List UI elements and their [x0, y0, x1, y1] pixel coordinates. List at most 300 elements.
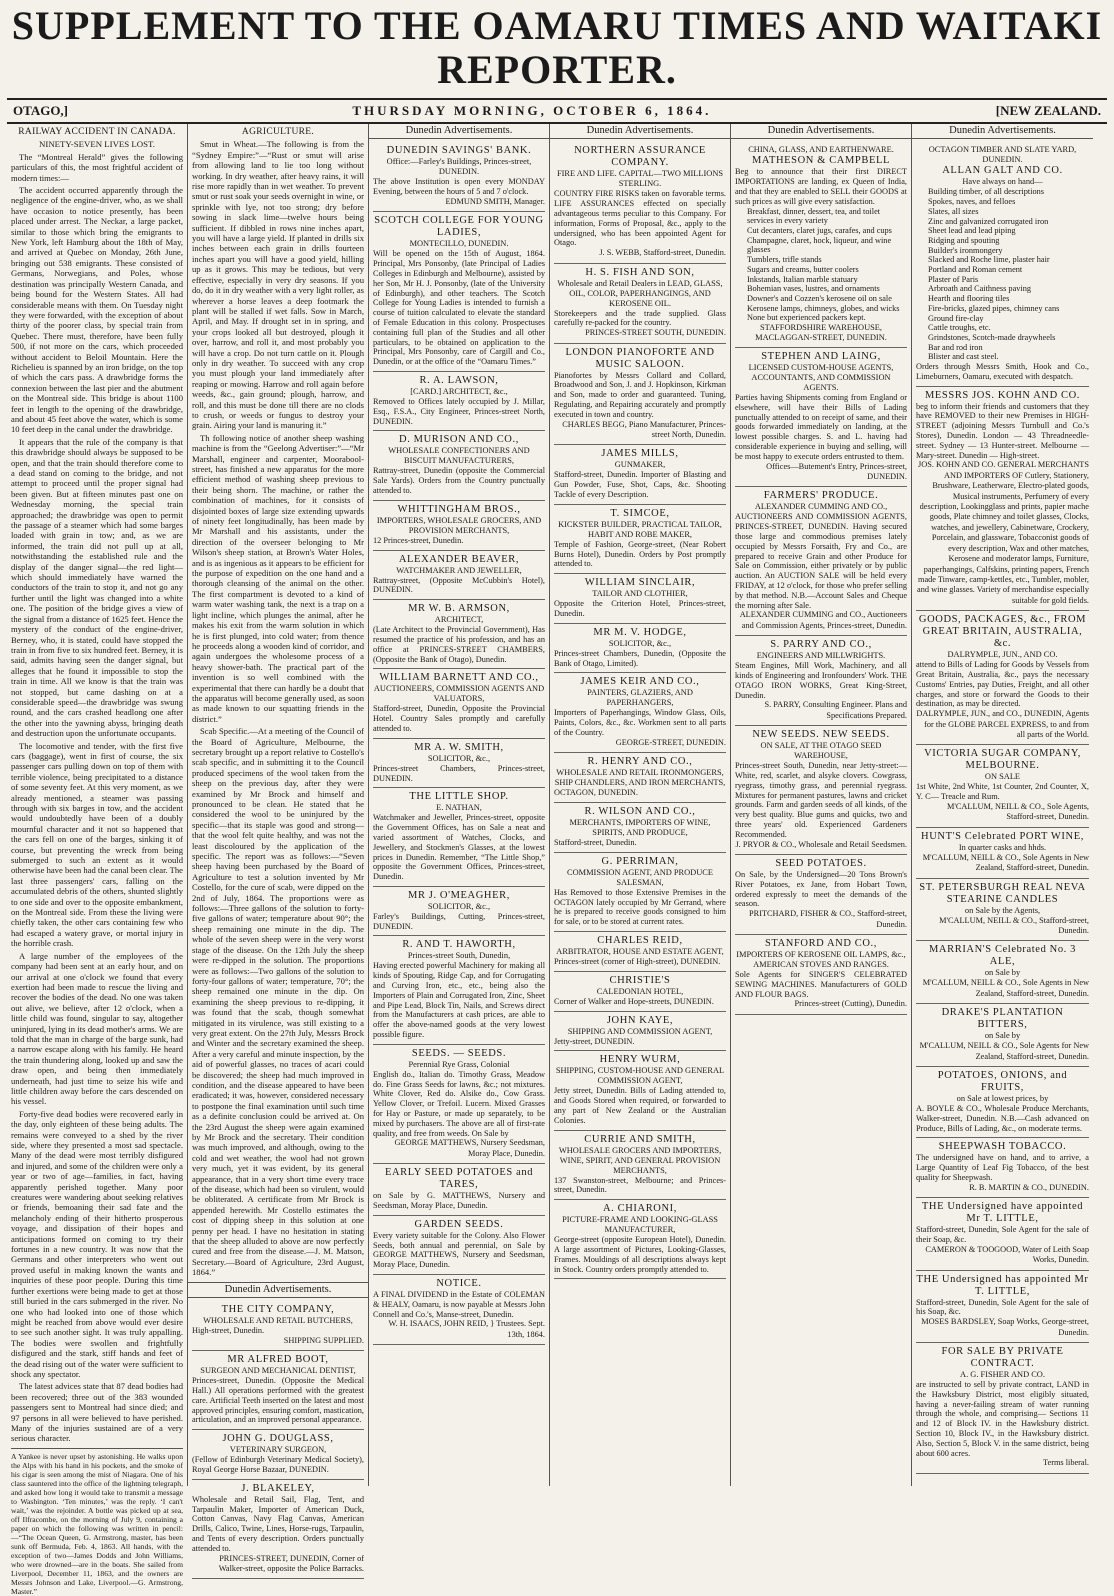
- advertisement: [554, 574, 726, 624]
- list-item: Cattle troughs, etc.: [928, 323, 991, 333]
- ad-body: 1st White, 2nd White, 1st Counter, 2nd Counter, X, Y. C— Treacle and Rum.: [916, 782, 1089, 802]
- ad-body: Beg to announce that their first DIRECT IMPORTATIONS are landing, ex Queen of India, and that they are enabled to SELL their GOODS at such prices as will give every satisfaction.: [735, 167, 907, 206]
- ad-signature: DALRYMPLE, JUN., and CO., DUNEDIN, Agents for the GLOBE PARCEL EXPRESS, to and from all parts of the World.: [916, 709, 1089, 739]
- dateline-bar: [7, 98, 1107, 124]
- advertisement: [554, 673, 726, 753]
- advertisement: [373, 1216, 545, 1275]
- list-item: Plaster of Paris: [928, 274, 979, 284]
- ad-title: VICTORIA SUGAR COMPANY, MELBOURNE.: [924, 748, 1081, 772]
- ad-title: SEEDS. — SEEDS.: [411, 1047, 507, 1059]
- ad-body: (Late Architect to the Provincial Government), Has resumed the practice of his profession, and has an office at PRINCES-STREET CHAMBERS, (Opposite the Bank of Otago), Dunedin.: [373, 625, 545, 664]
- ad-subtitle: WHOLESALE CONFECTIONERS AND BISCUIT MANUFACTURERS,: [388, 446, 530, 466]
- ad-title: GARDEN SEEDS.: [414, 1218, 504, 1230]
- ad-body: Opposite the Criterion Hotel, Princes-street, Dunedin.: [554, 599, 726, 618]
- ad-signature: Terms liberal.: [1043, 1458, 1089, 1468]
- list-item: Spokes, naves, and felloes: [928, 197, 1016, 207]
- ad-subtitle: PAINTERS, GLAZIERS, AND PAPERHANGERS,: [587, 688, 693, 708]
- ad-body: English do., Italian do. Timothy Grass, Meadow do. Fine Grass Seeds for lawns, &c.; not mixtures. White Clover, Red do. Alsike do., Cow Grass. Yellow Clover, or Trefoil. Lucern. Mixed Grasses for Hay or Pasture, or made up separately, to be mixed by purchasers. The above are all of first-rate quality, and free from weeds. On Sale by: [373, 1069, 545, 1138]
- ads-header: Dunedin Advertisements.: [912, 126, 1093, 139]
- paragraph: A large number of the employees of the company had been sent at an early hour, and on our arrival at one o'clock we found that every exertion had been made to rescue the living and recover the bodies of the dead. No one was taken out alive, we believe, after 12 o'clock, when a little child was found, singular to say, altogether uninjured, lying in its dead mother's arms. We are told that the man in charge of the barge sunk, had a narrow escape along with his family. He heard the train thundering along, looked up and saw the draw open, and being then immediately underneath, had just time to seize his wife and little children away before the cars descended on his vessel.: [11, 950, 183, 1107]
- list-item: Downer's and Cozzen's kerosene oil on sale: [747, 293, 892, 303]
- list-item: Tumblers, trifle stands: [747, 255, 822, 265]
- advertisement: [554, 445, 726, 504]
- article-subtitle: NINETY-SEVEN LIVES LOST.: [39, 139, 155, 150]
- paragraph: The “Montreal Herald” gives the following particulars of this, the most frightful accident of modern times:—: [11, 151, 183, 183]
- ad-body: Jetty street, Dunedin. Bills of Lading attended to, and Goods Stored when required, or forwarded to any part of New Zealand or the Australian Colonies.: [554, 1086, 726, 1125]
- ad-body: Temple of Fashion, George-street, (Near Robert Burns Hotel), Dunedin. Orders by Post promptly attended to.: [554, 539, 726, 569]
- column-ads-3: [369, 124, 550, 1486]
- ad-subtitle: Office:—Farley's Buildings, Princes-street, DUNEDIN.: [386, 157, 532, 177]
- ad-title: DRAKE'S PLANTATION BITTERS,: [941, 1007, 1064, 1031]
- ad-title: R. WILSON AND CO.,: [584, 805, 696, 817]
- ad-title: MESSRS JOS. KOHN AND CO.: [924, 389, 1081, 401]
- ad-title: DUNEDIN SAVINGS' BANK.: [386, 145, 532, 157]
- advertisement: [916, 1138, 1089, 1198]
- advertisement: [554, 972, 726, 1012]
- paragraph: The latest advices state that 87 dead bodies had been recovered; three out of the 383 wounded passengers sent to Montreal had since died; and 97 persons in all were believed to have perished. Many of the injuries sustained are of a very serious character.: [11, 1381, 183, 1444]
- ad-title: THE Undersigned has appointed Mr T. LITTLE,: [916, 1273, 1089, 1297]
- ad-body: The undersigned have on hand, and to arrive, a Large Quantity of Leaf Fig Tobacco, of the best quality for Sheepwash.: [916, 1153, 1089, 1182]
- ad-subtitle: ENGINEERS AND MILLWRIGHTS.: [756, 651, 886, 661]
- ad-subtitle: on Sale by: [984, 1031, 1021, 1041]
- ad-title: T. SIMCOE,: [610, 507, 670, 519]
- ad-title: R. A. LAWSON,: [419, 374, 499, 386]
- ad-title: FARMERS' PRODUCE.: [763, 490, 879, 502]
- ad-title: SEED POTATOES.: [775, 857, 867, 869]
- ad-title: MARRIAN'S Celebrated No. 3 ALE,: [929, 944, 1076, 968]
- ad-title: LONDON PIANOFORTE AND MUSIC SALOON.: [565, 346, 715, 370]
- ad-body: Princes-street South, Dunedin, near Jetty-street:—White, red, scarlet, and alsyke clovers. Cowgrass, ryegrass, timothy grass, and perennial ryegrass. Mixtures for permanent pastures, lawns and cricket grounds. Farm and garden seeds of all kinds, of the very best quality. Blue gums and quicks, two and three years' old. Experienced Gardeners Recommended.: [735, 761, 907, 839]
- list-item: Building timber, of all descriptions: [928, 187, 1045, 197]
- ad-subtitle: COMMISSION AGENT, AND PRODUCE SALESMAN,: [567, 867, 713, 887]
- ad-signature: SHIPPING SUPPLIED.: [283, 1335, 364, 1345]
- ad-body: beg to inform their friends and customers that they have REMOVED to their new Premises in HIGH-STREET (adjoining Messrs Turnbull and Co.'s Stores), Dunedin. London — 43 Threadneedle-street. Sydney — 13 Hunter-street. Melbourne — Mary-street. Dunedin — High-street.: [916, 401, 1089, 460]
- ad-title: WHITTINGHAM BROS.,: [397, 503, 521, 515]
- ad-title: HENRY WURM,: [599, 1054, 681, 1066]
- advertisement: [373, 501, 545, 551]
- footnote-anecdotes: A Yankee is never upset by astonishing. He walks upon the Alps with his hand in his pockets, and the smoke of his cigar is seen among the mist of Niagara. One of his class sauntered into the office of the lightning telegraph, and asked how long it would take to transmit a message to Washington. ‘Ten minutes,’ was the reply. ‘I can't wait,’ was the rejoinder. A bottle was picked up at sea, off Ilfracombe, on the morning of July 9, containing a paper on which the following was written in pencil:—“The Ocean Queen, G. Armstrong, master, has been sunk off Bermuda, Feb. 4, 1863. All hands, with the exception of two—James Dodds and John Williams, who were drowned—are in the boats. She sailed from Liverpool, December 11, 1863, and the owners are Messrs Johnson and Lake, Liverpool.—G. Armstrong, Master.”: [11, 1448, 183, 1596]
- ad-subtitle: DALRYMPLE, JUN., AND CO.: [947, 650, 1058, 660]
- paragraph: Smut in Wheat.—The following is from the “Sydney Empire:”—“Rust or smut will arise from allowing land to lie too long without working. In dry weather, after heavy rains, it will rise more rapidly than in wet weather. To prevent smut or rust soak your seeds overnight in wine, or sprinkle with lye, not too strong; dry before sowing in slack lime—twelve hours being sufficient. If dibbled in rows nine inches apart, you will have a large yield. If planted in drills six inches between each grain in drills fourteen inches apart you will have a good yield, hilling up as it grows. This may be tedious, but very effective, especially in very dry seasons. If you do, do it in dry weather with a very light roller, as wherever a horse leaves a deep footmark the plant will be stalled if wet falls. Sow in March, April, and May. If drought set in in spring, and your crops looked all but destroyed, plough it over, harrow, and roll it, and most probably you will have a crop. Do not turn cattle on it. Plough only in dry weather. To succeed with any crop you must plough your land immediately after reaping or mowing. Harrow and roll again before weeds, &c., gain ground; plough, harrow, and roll, and this must be done till there are no clods to crush, or weeds or fungus to destroy your grain. Airing your land is manuring it.”: [192, 139, 364, 431]
- ad-subtitle: on Sale at lowest prices, by: [956, 1093, 1049, 1103]
- goods-list: [735, 207, 907, 323]
- ad-subtitle: WATCHMAKER AND JEWELLER,: [396, 565, 522, 575]
- advertisement: [916, 941, 1089, 1004]
- ad-signature: CAMERON & TOOGOOD, Water of Leith Soap Works, Dunedin.: [925, 1244, 1089, 1265]
- advertisement: [192, 1480, 364, 1580]
- ad-subtitle: SOLICITOR, &c.,: [608, 638, 672, 648]
- ad-intro: Have always on hand—: [962, 177, 1043, 187]
- advertisement: [554, 505, 726, 574]
- ad-title: A. CHIARONI,: [603, 1203, 677, 1215]
- ad-subtitle: ON SALE, AT THE OTAGO SEED WAREHOUSE,: [760, 741, 882, 761]
- advertisement: [735, 935, 907, 1015]
- ad-title: NOTICE.: [436, 1278, 482, 1290]
- ad-body: Storekeepers and the trade supplied. Glass carefully re-packed for the country.: [554, 308, 726, 328]
- ad-body: Stafford-street, Dunedin. Importer of Blasting and Gun Powder, Fuse, Shot, Caps, &c. Shooting Tackle of every Description.: [554, 470, 726, 499]
- ad-signature: M'CALLUM, NEILL & CO., Sole Agents in New Zealand, Stafford-street, Dunedin.: [922, 852, 1089, 873]
- advertisement: [916, 1198, 1089, 1270]
- advertisement: [554, 142, 726, 263]
- ad-signature: W. H. ISAACS, JOHN REID, } Trustees. Sept. 13th, 1864.: [388, 1319, 545, 1339]
- ads-list: [192, 1301, 364, 1579]
- ad-body: Stafford-street, Dunedin.: [554, 837, 637, 847]
- ad-title: THE Undersigned have appointed Mr T. LITTLE,: [921, 1201, 1084, 1225]
- ad-subtitle: Perennial Rye Grass, Colonial: [408, 1059, 510, 1069]
- list-item: Slates, all sizes: [928, 206, 979, 216]
- ad-signature: M'CALLUM, NEILL & CO., Sole Agents for New Zealand, Stafford-street, Dunedin.: [919, 1041, 1089, 1061]
- ad-subtitle: VETERINARY SURGEON,: [229, 1445, 327, 1455]
- ad-subtitle: AUCTIONEERS, COMMISSION AGENTS AND VALUATORS,: [373, 684, 545, 704]
- ad-subtitle: MERCHANTS, IMPORTERS OF WINE, SPIRITS, AND PRODUCE,: [569, 817, 711, 837]
- ad-body: Watchmaker and Jeweller, Princes-street, opposite the Government Offices, has on Sale a neat and varied assortment of Watches, Clocks, and Jewellery, and Stockmen's Glasses, at the lowest prices in Dunedin. Remember, “The Little Shop,” opposite the Government Offices, Princes-street, Dunedin.: [373, 813, 545, 882]
- newspaper-page: [7, 3, 1107, 1596]
- columns: [7, 124, 1107, 1596]
- ad-title: STEPHEN AND LAING,: [761, 351, 881, 363]
- column-ads-5: [731, 124, 912, 1486]
- ad-title: POTATOES, ONIONS, and FRUITS,: [937, 1069, 1068, 1093]
- advertisement: [916, 745, 1089, 827]
- ad-signature: PRINCES-STREET SOUTH, DUNEDIN.: [585, 328, 726, 338]
- advertisement: [554, 264, 726, 344]
- advertisement: [373, 936, 545, 1044]
- ad-subtitle: In quarter casks and hhds.: [958, 842, 1047, 852]
- ad-body: Parties having Shipments coming from England or elsewhere, will have their Bills of Lading punctually attended to on receipt of same, and their goods forwarded immediately on landing, at the lowest possible charges. S. and L. having had considerable experience in buying and selling, will be most happy to execute orders entrusted to them.: [735, 393, 907, 461]
- advertisement: [373, 887, 545, 937]
- ad-body: Wholesale and Retail Sail, Flag, Tent, and Tarpaulin Maker, Importer of American Duck, Cotton Canvas, Navy Flag Canvas, American Drills, Calico, Twine, Lines, Horse-rugs, Tarpaulin, and Tents of every description. Orders punctually attended to.: [192, 1494, 364, 1553]
- list-item: Slacked and Roche lime, plaster hair: [928, 255, 1050, 265]
- ad-title: THE CITY COMPANY,: [221, 1304, 335, 1316]
- ad-title: MR J. O'MEAGHER,: [408, 889, 510, 901]
- list-item: Hearth and flooring tiles: [928, 294, 1010, 304]
- ad-subtitle: WHOLESALE GROCERS AND IMPORTERS, WINE, SPIRIT, AND GENERAL PROVISION MERCHANTS,: [558, 1145, 722, 1175]
- ad-title: SHEEPWASH TOBACCO.: [938, 1141, 1067, 1153]
- advertisement: [373, 739, 545, 789]
- list-item: Ground fire-clay: [928, 313, 984, 323]
- ads-list: [916, 387, 1089, 1474]
- ad-body: Rattray-street, Dunedin (opposite the Commercial Sale Yards). Orders from the Country punctually attended to.: [373, 466, 545, 495]
- ad-subtitle: on Sale by: [984, 968, 1021, 978]
- ad-footer: Orders through Messrs Smith, Hook and Co., Limeburners, Oamaru, executed with despatch.: [916, 362, 1089, 381]
- ad-body: Stafford-street, Dunedin, Opposite the Provincial Hotel. Country Sales promptly and carefully attended to.: [373, 704, 545, 733]
- ad-body: Rattray-street, (Opposite McCubbin's Hotel), DUNEDIN.: [373, 575, 545, 595]
- ad-subtitle: WHOLESALE AND RETAIL IRONMONGERS, SHIP CHANDLERS, AND IRON MERCHANTS,: [554, 768, 726, 788]
- list-item: None but experienced packers kept.: [747, 313, 866, 323]
- ad-title: R. HENRY AND CO.,: [587, 756, 693, 768]
- ad-body: are instructed to sell by private contract, LAND in the Hawksbury District, most eligibly situated, having a never-failing stream of water running through the whole, and comprising— Sections 11 and 12 of Block IV. in the Hawksbury district. Section 10, Block IV., in the Hawksbury district. Also, Section 5, Block V. in the same district, being about 600 acres.: [916, 1379, 1089, 1458]
- ad-subtitle: ALEXANDER CUMMING AND CO.,: [754, 502, 888, 512]
- list-item: Champagne, claret, hock, liqueur, and wine glasses: [747, 235, 892, 255]
- column-ads-6: [912, 124, 1093, 1486]
- ad-body: Has Removed to those Extensive Premises in the OCTAGON lately occupied by Mr Gerrand, where he is prepared to receive goods consigned to him for sale, or to be stored at current rates.: [554, 887, 726, 927]
- ad-title: GOODS, PACKAGES, &c., FROM GREAT BRITAIN, AUSTRALIA, &c.: [918, 614, 1087, 650]
- article-title: RAILWAY ACCIDENT IN CANADA.: [18, 127, 176, 137]
- ad-title: S. PARRY AND CO.,: [770, 639, 872, 651]
- advertisement: [554, 1200, 726, 1279]
- paragraph: The accident occurred apparently through the negligence of the engine-driver, who, as we shall have occasion to notice presently, has been placed under arrest. The Neckar, a large packet, similar to those which bring the emigrants to New York, left Hamburg about the 18th of May, and arrived at Quebec on Monday, 26th June, bringing out 538 emigrants. These consisted of Germans, Norwegians, and Poles, whose destination was principally Western Canada, and being bound for the Western States. All had considerable means with them. On Tuesday night they were forwarded, with the exception of about thirty of the poorer class, by special train from Quebec. There must, therefore, have been fully 500, if not more on the cars, which proceeded without accident to Beloil Mountain. Here the Richelieu is spanned by an iron bridge, on the top of which the cars pass. A drawbridge forms the connexion between the last pier and the abutment on the Montreal side. This bridge is about 1100 feet in length to the opening of the drawbridge, and about 45 feet above the water, which is some 10 feet deep in the canal under the drawbridge.: [11, 185, 183, 435]
- ad-body: Princes-street, Dunedin. (Opposite the Medical Hall.) All operations performed with the greatest care. Artificial Teeth inserted on the latest and most approved principles, ensuring comfort, mastication, articulation, and an improved personal appearance.: [192, 1376, 364, 1425]
- ad-body: Sole Agents for SINGER'S CELEBRATED SEWING MACHINES. Manufacturers of GOLD AND FLOUR BAGS.: [735, 969, 907, 999]
- advertisement: [916, 1343, 1089, 1474]
- advertisement: [554, 803, 726, 853]
- ad-title: THE LITTLE SHOP.: [409, 791, 509, 803]
- advertisement: [373, 431, 545, 500]
- ad-signature: J. PRYOR & CO., Wholesale and Retail Seedsmen.: [735, 839, 907, 849]
- ad-subtitle: IMPORTERS OF KEROSENE OIL LAMPS, &c., AMERICAN STOVES AND RANGES.: [736, 949, 906, 969]
- advertisement: [373, 212, 545, 372]
- advertisement: [916, 879, 1089, 942]
- ad-title: R. AND T. HAWORTH,: [402, 939, 516, 951]
- advertisement: [192, 1430, 364, 1480]
- goods-list: [916, 187, 1089, 362]
- ad-title: ALEXANDER BEAVER,: [398, 553, 520, 565]
- ad-title: CURRIE AND SMITH,: [584, 1133, 696, 1145]
- ad-body: attend to Bills of Lading for Goods by Vessels from Great Britain, Australia, &c., pays the necessary Customs' Entries, pay Duties, Freight, and all other charges, and store or forward the Goods to their destination, as may be directed.: [916, 660, 1089, 709]
- list-item: Builder's ironmongery: [928, 245, 1003, 255]
- list-item: Fire-bricks, glazed pipes, chimney cans: [928, 303, 1060, 313]
- ad-title: STANFORD AND CO.,: [764, 937, 878, 949]
- ad-signature: ALEXANDER CUMMING and CO., Auctioneers and Commission Agents, Princes-street, Dunedin.: [739, 610, 907, 630]
- ad-title: JOHN KAYE,: [606, 1014, 674, 1026]
- ad-signature: GEORGE-STREET, DUNEDIN.: [615, 737, 726, 747]
- ad-body: on Sale by G. MATTHEWS, Nursery and Seedsman, Moray Place, Dunedin.: [373, 1191, 545, 1211]
- advertisement: [192, 1301, 364, 1351]
- ad-body: 12 Princes-street, Dunedin.: [373, 535, 464, 545]
- list-item: Inkstands, Italian marble statuary: [747, 274, 858, 284]
- ad-signature: GEORGE MATTHEWS, Nursery Seedsman, Moray Place, Dunedin.: [394, 1138, 545, 1158]
- list-item: Sugars and creams, butter coolers: [747, 264, 859, 274]
- advertisement: [373, 788, 545, 887]
- advertisement: [554, 853, 726, 932]
- ad-subtitle: SHIPPING, CUSTOM-HOUSE AND GENERAL COMMISSION AGENT,: [555, 1066, 725, 1086]
- ad-body: The above Institution is open every MONDAY Evening, between the hours of 5 and 7 o'clock.: [373, 177, 545, 197]
- advertisement: [916, 611, 1089, 745]
- ad-title: HUNT'S Celebrated PORT WINE,: [921, 830, 1084, 842]
- advertisement: [373, 669, 545, 738]
- ad-body: OCTAGON, DUNEDIN.: [554, 788, 638, 798]
- ad-subtitle: TAILOR AND CLOTHIER,: [592, 589, 688, 599]
- advertisement: [373, 372, 545, 431]
- ad-body: Princes-street (corner of High-street), DUNEDIN.: [554, 956, 721, 966]
- ad-subtitle: on Sale by the Agents,: [964, 905, 1041, 915]
- ad-signature: JOS. KOHN AND CO. GENERAL MERCHANTS AND IMPORTERS OF Cutlery, Stationery, Brushware, Leatherware, Electro-plated goods, Musical instruments, Perfumery of every description, Lookingglass and prints, papier mache goods, Plate chimney and toilet glasses, Clocks, watches, and jewellery, Cabinetware, Crockery, Porcelain, and glassware, Tobacconist goods of every description, Wax and other matches, Kerosene and moderator lamps, Furniture, paperhangings, Calfskins, printing papers, French made Tinware, camp-kettles, etc., Tumbler, mobler, and wine glasses. Variety of merchandise especially suitable for gold fields.: [917, 460, 1089, 605]
- advertisement: [735, 855, 907, 935]
- ad-title: MATHESON & CAMPBELL: [752, 155, 890, 167]
- ad-body: Having erected powerful Machinery for making all kinds of Spouting, Ridge Cap, and for Corrugating and Curving Iron, etc., etc., being also the Importers of Plain and Corrugated Iron, Zinc, Sheet and Pipe Lead, Block Tin, Nails, and Screws direct from the Manufacturers at cash prices, are able to offer the above-named goods at the very lowest possible figure.: [373, 961, 545, 1040]
- ad-subtitle: CALEDONIAN HOTEL,: [596, 986, 684, 996]
- ad-subtitle: [CARD.] ARCHITECT, &c.,: [410, 386, 508, 396]
- ad-address: STAFFORDSHIRE WAREHOUSE, MACLAGGAN-STREET, DUNEDIN.: [755, 323, 887, 343]
- ad-body: 137 Swanston-street, Melbourne; and Princes-street, Dunedin.: [554, 1175, 726, 1195]
- advertisement: [373, 1045, 545, 1164]
- ad-subtitle: E. NATHAN,: [436, 803, 482, 813]
- list-item: Breakfast, dinner, dessert, tea, and toilet services in every variety: [747, 206, 881, 226]
- ad-title: CHARLES REID,: [597, 934, 683, 946]
- ad-title: MR W. B. ARMSON,: [408, 603, 510, 615]
- ad-signature: CHARLES BEGG, Piano Manufacturer, Princes-street North, Dunedin.: [562, 419, 726, 439]
- advertisement: [554, 1051, 726, 1130]
- ad-body: Jetty-street, DUNEDIN.: [554, 1036, 635, 1046]
- list-item: Kerosene lamps, chimneys, globes, and wicks: [747, 303, 900, 313]
- ad-title: J. BLAKELEY,: [241, 1482, 315, 1494]
- ad-title: MR M. V. HODGE,: [593, 626, 687, 638]
- ad-body: A. BOYLE & CO., Wholesale Produce Merchants, Walker-street, Dunedin. N.B.—Cash advanced on Produce, Bills of Lading, &c., on moderate terms.: [916, 1103, 1089, 1133]
- ad-signature: MOSES BARDSLEY, Soap Works, George-street, Dunedin.: [921, 1317, 1089, 1337]
- ad-body: Importers of Paperhangings, Window Glass, Oils, Paints, Colors, &c., &c. Workmen sent to all parts of the Country.: [554, 708, 726, 737]
- ad-body: Farley's Buildings, Cutting, Princes-street, DUNEDIN.: [373, 911, 545, 931]
- ad-subtitle: MONTECILLO, DUNEDIN.: [409, 239, 509, 249]
- ad-signature: M'CALLUM, NEILL & CO., Sole Agents, Stafford-street, Dunedin.: [947, 801, 1089, 822]
- ad-title: NEW SEEDS. NEW SEEDS.: [752, 729, 890, 741]
- ad-title: JAMES KEIR AND CO.,: [580, 676, 700, 688]
- advertisement: [554, 1131, 726, 1201]
- ads-header: Dunedin Advertisements.: [550, 126, 730, 139]
- advertisement: [373, 1164, 545, 1216]
- ad-title: ALLAN GALT AND CO.: [942, 165, 1063, 177]
- list-item: Grindstones, Scotch-made draywheels: [928, 332, 1056, 342]
- ad-title: JOHN G. DOUGLASS,: [222, 1433, 334, 1445]
- list-item: Ridging and spouting: [928, 235, 1000, 245]
- ad-title: ST. PETERSBURGH REAL NEVA STEARINE CANDLES: [919, 881, 1086, 905]
- ad-title: EARLY SEED POTATOES and TARES,: [384, 1167, 534, 1191]
- ad-body: AUCTIONEERS AND COMMISSION AGENTS, PRINCES-STREET, DUNEDIN. Having secured those large and commodious premises lately occupied by Messrs Forsaith, Fry and Co., are prepared to receive Grain and other Produce for Sale on Commission, either privately or by public auction. An AUCTION SALE will be held every FRIDAY, at 12 o'clock, for those who prefer selling by that method. N.B.—Account Sales and Cheque the morning after Sale.: [735, 512, 907, 610]
- advertisement: [554, 932, 726, 972]
- ads-list: [735, 348, 907, 1015]
- ad-body: Corner of Walker and Hope-streets, DUNEDIN.: [554, 996, 714, 1006]
- paragraph: It appears that the rule of the company is that this drawbridge should always be supposed to be open, and that the train should therefore come to a dead stand on coming to the bridge, and not attempt to proceed until the proper signal had been given. But at fifteen minutes past one on Wednesday morning, the special train approached; the drawbridge was open to permit the passage of a steamer which had some barges loaded with grain in tow; and, as we are informed, the train did not pull up at all, notwithstanding the established rule and the display of the danger signal—the red light—which should immediately have warned the conductors of the train to stop it, and not go any further until the light was changed into a white one. The position of the bridge gives a view of the signal from a distance of 1625 feet. Hence the mystery of the conduct of the engine-driver, Berney, who, it is stated, could have stopped the train in from five to six hundred feet. Berney, it is said, admits having seen the danger signal, but alleges that he found it impossible to stop the train in time. All we know is that the train was not stopped, but came dashing on at a considerable speed—the drawbridge was swung round, and the cars crashed headlong one after the other into the yawning abyss, bringing death and destruction upon the unfortunate occupants.: [11, 436, 183, 739]
- advertisement: [554, 624, 726, 674]
- column-railway-accident: [7, 124, 188, 1596]
- list-item: Bar and rod iron: [928, 342, 983, 352]
- ad-subtitle: KICKSTER BUILDER, PRACTICAL TAILOR, HABIT AND ROBE MAKER,: [558, 519, 722, 539]
- column-agriculture: [188, 124, 369, 1574]
- advertisement: [735, 487, 907, 636]
- ad-subtitle: ARBITRATOR, HOUSE AND ESTATE AGENT,: [556, 946, 724, 956]
- ad-body: A FINAL DIVIDEND in the Estate of COLEMAN & HEALY, Oamaru, is now payable at Messrs John Connell and Co.'s, Manse-street, Dunedin.: [373, 1290, 545, 1319]
- ad-body: Will be opened on the 15th of August, 1864. Principal, Mrs Ponsonby, (late Principal of Ladies Colleges in Edinburgh and Melbourne), assisted by her Son, Mr H. J. Ponsonby, (late of the University of Edinburgh), and other teachers. The Scotch College for Young Ladies is intended to furnish a course of tuition calculated to elevate the standard of Female Education in this colony. Prospectuses containing full plan of the Studies and all other particulars, to be obtained on application to the Principal, Mrs Ponsonby, care of Cargill and Co., Dunedin, or at the office of the “Oamaru Times.”: [373, 249, 545, 367]
- advertisement: [916, 387, 1089, 611]
- ad-title: H. S. FISH AND SON,: [585, 266, 695, 278]
- paragraph: Scab Specific.—At a meeting of the Council of the Board of Agriculture, Melbourne, the secretary brought up a report relative to Costello's scab specific, and in submitting it to the Council produced specimens of the wool taken from the sheep on the previous day, after they were examined by Mr Brock and himself and pronounced to be clean. He stated that he considered the wool to be uninjured by the specific—that its staple was good and strong—that the wool felt quite healthy, and was not the least discoloured by the application of the specific. The report was as follows:—“Seven sheep having been purchased by the Board of Agriculture to test a solution invented by Mr Costello, for the cure of scab, were dipped on the 2nd of July, 1864. The proportions were as follows:—Three gallons of the solution to forty-five gallons of water; temperature about 90°; the sheep remaining one minute in the dip. The whole of the seven sheep were in the very worst stage of the disease. On the 12th July the sheep were re-dipped in the solution. The proportions were as follows:—Two gallons of the solution to forty-four gallons of water; temperature, 70°; the sheep remained one minute in the dip. On examining the sheep previous to re-dipping, it was found that the scab, though somewhat mitigated in its virulence, was still existing to a very great extent. On the 27th July, Messrs Brock and Winter and the secretary examined the sheep. After a very careful and minute inspection, by the aid of powerful glasses, no traces of acari could be discovered; the sheep had much improved in condition, and the disease appeared to have been eradicated; it was, however, considered necessary to postpone the final examination until such time as a definite conclusion could be arrived at. On the 23rd August the sheep were again examined by Mr Brock and the secretary. Their condition was much improved, and although, owing to the cold and wet weather, the wool had not grown very much, yet it was evident, by its general appearance, that in a very short time every trace of the disease, which had been so virulent, would be obliterated. A certificate from Mr Brock is appended herewith. Mr Costello estimates the cost of dipping sheep in this solution at one penny per head. I have no hesitation in stating that the sheep alluded to above are now perfectly cured and free from the disease.—J. M. Matson, Secretary.—Board of Agriculture, 23rd August, 1864.”: [192, 726, 364, 1278]
- ad-subtitle: A. G. FISHER AND CO.: [960, 1369, 1045, 1379]
- ad-signature: PRITCHARD, FISHER & CO., Stafford-street, Dunedin.: [749, 909, 907, 929]
- dateline-date: THURSDAY MORNING, OCTOBER 6, 1864.: [352, 103, 712, 118]
- agriculture-body: [192, 139, 364, 1277]
- ad-subtitle: SOLICITOR, &c.,: [427, 901, 491, 911]
- ad-subtitle: Wholesale and Retail Dealers in LEAD, GLASS, OIL, COLOR, PAPERHANGINGS, AND KEROSENE OIL.: [557, 278, 723, 308]
- ad-body: Princes-street Chambers, Princes-street, DUNEDIN.: [373, 763, 545, 783]
- ad-subtitle: LICENSED CUSTOM-HOUSE AGENTS, ACCOUNTANTS, AND COMMISSION AGENTS.: [748, 363, 894, 393]
- ad-subtitle: WHOLESALE AND RETAIL BUTCHERS,: [203, 1316, 353, 1326]
- ad-body: Pianofortes by Messrs Collard and Collard, Broadwood and Son, J. and J. Hopkinson, Kirkman and Son, made to order and guaranteed. Tuning, Regulating, and Repairing accurately and promptly executed in town and country.: [554, 370, 726, 419]
- ad-title: NORTHERN ASSURANCE COMPANY.: [574, 145, 706, 169]
- paragraph: Th following notice of another sheep washing machine is from the “Geelong Advertiser:”—“Mr Marshall, engineer and carpenter, Moorabool-street, has finished a new apparatus for the more efficient method of washing sheep previous to their being shorn. The machine, or rather the combination of machines, for it consists of disjointed boxes of large size extending upwards of ninety feet longitudinally, has been made by Mr Marshall and his assistants, under the direction of the overseer belonging to Mr Wilson's sheep station, at Brown's Water Holes, and is as ingenious as it appears to be efficient for the purpose of expedition on the one hand and a thorough cleansing of the animal on the other. The first compartment is devoted to a kind of warm water washing tank, the next is a trap on a light incline, which plunges the animal, after he makes his exit from the warm solution in which he is first plunged, into cold water; from thence he proceeds along a wooden kind of corridor, and again undergoes the wholesome process of a heavy shower-bath. The practical part of the invention is so well combined with the experimental that there can hardly be a doubt that the apparatus will become generally used, as soon as made known to our squatting friends in the district.”: [192, 432, 364, 724]
- ad-body: (Fellow of Edinburgh Veterinary Medical Society), Royal George Horse Bazaar, DUNEDIN.: [192, 1455, 364, 1475]
- ad-body: Princes-street Chambers, Dunedin, (Opposite the Bank of Otago, Limited).: [554, 648, 726, 668]
- list-item: Blister and cast steel.: [928, 352, 999, 362]
- list-item: Zinc and galvanized corrugated iron: [928, 216, 1049, 226]
- ad-title: SCOTCH COLLEGE FOR YOUNG LADIES,: [374, 215, 544, 239]
- list-item: Portland and Roman cement: [928, 265, 1023, 275]
- ad-subtitle: IMPORTERS, WHOLESALE GROCERS, AND PROVISION MERCHANTS,: [376, 515, 542, 535]
- advertisement: [916, 1067, 1089, 1138]
- ad-body: COUNTRY FIRE RISKS taken on favorable terms. LIFE ASSURANCES effected on specially advantageous terms peculiar to this Company. For information, Forms of Proposal, &c., apply to the undersigned, who has been appointed Agent for Otago.: [554, 189, 726, 248]
- advertisement: [554, 1012, 726, 1052]
- ad-body: Steam Engines, Mill Work, Machinery, and all kinds of Engineering and Ironfounders' Work. THE OTAGO IRON WORKS, Great King-Street, Dunedin.: [735, 661, 907, 700]
- ad-signature: EDMUND SMITH, Manager.: [445, 197, 545, 206]
- ad-title: D. MURISON AND CO.,: [399, 434, 519, 446]
- column-ads-4: [550, 124, 731, 1486]
- ad-title: MR ALFRED BOOT,: [227, 1354, 329, 1366]
- advertisement: [192, 1351, 364, 1430]
- ad-subtitle: SHIPPING AND COMMISSION AGENT,: [567, 1026, 713, 1036]
- article-body: [11, 152, 183, 1444]
- advertisement: [373, 1275, 545, 1345]
- ad-signature: Princes-street (Cutting), Dunedin.: [794, 999, 907, 1009]
- ad-matheson-campbell: [735, 142, 907, 348]
- advertisement: [554, 753, 726, 803]
- ad-title: MR A. W. SMITH,: [414, 741, 504, 753]
- paragraph: The locomotive and tender, with the first five cars (baggage), went in first of course, the six passenger cars pulling down on top of them with terrible violence, being precipitated to a distance of some seventy feet. At this very moment, as we already mentioned, a steamer was passing through with six barges in tow, and the accident would undoubtedly have been of a doubly mournful character and it not so happened that the cars fell on one of the barges, sinking it of course, but preventing the wreck from being submerged to such an extent as it would otherwise have been had the canal been clear. The last three passengers' cars, falling on the accumulated debris of the others, shunted slightly to one side and over to the opposite embankment, on the Montreal side. From these the living were chiefly taken, the other cars containing few who had escaped a watery grave, or mortal injury in the horrible crash.: [11, 740, 183, 949]
- advertisement: [373, 142, 545, 212]
- dateline-right: [NEW ZEALAND.: [995, 103, 1101, 118]
- ad-body: High-street, Dunedin.: [192, 1326, 265, 1336]
- advertisement: [373, 600, 545, 669]
- list-item: Cut decanters, claret jugs, carafes, and cups: [747, 226, 892, 235]
- ad-subtitle: GUNMAKER,: [614, 460, 666, 470]
- ad-title: G. PERRIMAN,: [601, 855, 679, 867]
- advertisement: [735, 636, 907, 726]
- ad-heading: OCTAGON TIMBER AND SLATE YARD,: [928, 145, 1077, 155]
- ads-header: Dunedin Advertisements.: [731, 126, 911, 139]
- ad-signature: PRINCES-STREET, DUNEDIN, Corner of Walker-street, opposite the Police Barracks.: [218, 1553, 364, 1574]
- dateline-left: OTAGO,]: [13, 103, 69, 118]
- ads-list: [554, 142, 726, 1279]
- ad-signature: M'CALLUM, NEILL & CO., Stafford-street, Dunedin.: [939, 915, 1089, 935]
- ad-subheading: DUNEDIN.: [982, 155, 1023, 165]
- advertisement: [916, 1004, 1089, 1067]
- ad-subtitle: ON SALE: [984, 772, 1021, 782]
- ad-subtitle: Princes-street South, Dunedin,: [407, 951, 511, 961]
- ad-body: Removed to Offices lately occupied by J. Millar, Esq., F.S.A., City Engineer, Princes-street North, DUNEDIN.: [373, 396, 545, 426]
- ads-header: Dunedin Advertisements.: [188, 1282, 368, 1298]
- ad-subtitle: PICTURE-FRAME AND LOOKING-GLASS MANUFACTURER,: [562, 1215, 718, 1235]
- ad-subtitle: ARCHITECT,: [434, 615, 484, 625]
- masthead-title: SUPPLEMENT TO THE OAMARU TIMES AND WAITAKI REPORTER.: [11, 3, 1103, 92]
- list-item: Arbroath and Caithness paving: [928, 284, 1031, 294]
- ad-title: CHRISTIE'S: [609, 974, 671, 986]
- ad-body: Stafford-street, Dunedin, Sole Agent for the sale of their Soap, &c.: [916, 1225, 1089, 1244]
- ad-subtitle: SURGEON AND MECHANICAL DENTIST,: [200, 1366, 356, 1376]
- advertisement: [916, 1271, 1089, 1343]
- advertisement: [554, 344, 726, 446]
- paragraph: Forty-five dead bodies were recovered early in the day, only eighteen of these being adults. The remains were conveyed to a shed by the river side, where they presented a most sad spectacle. Many of the dead were most terribly disfigured and injured, and some of the children were only a year or two of age—families, in fact, having apparently perished together. Many poor creatures were wandering about seeking relatives or friends, bemoaning their sad fate and the melancholy ending of their hitherto prosperous voyage, and dissipation of their hopes and anticipations formed on coming to try their fortunes in a new country. It was now that the Germans and other interpreters who went out proved useful in making known the wants and inquiries of these poor people. During this time further exertions were being made to get at those still buried in the cars submerged in the river. No one who had looked into one of those which might be reached from above would ever desire to see such another sight. It was truly appalling. The bodies were swollen and frightfully disfigured and the stark, stiff hands and feet of the dead rising out of the water were sufficient to shock any spectator.: [11, 1108, 183, 1379]
- ad-signature: R. B. MARTIN & CO., DUNEDIN.: [969, 1182, 1089, 1192]
- ad-body: George-street (opposite European Hotel), Dunedin. A large assortment of Pictures, Looking-Glasses, Frames. Mouldings of all descriptions always kept in Stock. Country orders promptly attended to.: [554, 1235, 726, 1274]
- list-item: Sheet lead and lead piping: [928, 226, 1016, 236]
- ad-subtitle: FIRE AND LIFE. CAPITAL—TWO MILLIONS STERLING.: [556, 169, 724, 189]
- ad-allan-galt: [916, 142, 1089, 386]
- advertisement: [373, 551, 545, 601]
- section-title: AGRICULTURE.: [241, 127, 315, 137]
- ad-body: Stafford-street, Dunedin, Sole Agent for the sale of his Soap, &c.: [916, 1297, 1089, 1317]
- ad-title: FOR SALE BY PRIVATE CONTRACT.: [941, 1345, 1064, 1369]
- ad-heading: CHINA, GLASS, AND EARTHENWARE.: [748, 145, 894, 155]
- ad-body: On Sale, by the Undersigned—20 Tons Brown's River Potatoes, ex Jane, from Hobart Town, ordered expressly to meet the demands of the season.: [735, 869, 907, 909]
- list-item: Bohemian vases, lustres, and ornaments: [747, 284, 880, 294]
- ad-title: WILLIAM BARNETT AND CO.,: [379, 672, 539, 684]
- advertisement: [735, 348, 907, 487]
